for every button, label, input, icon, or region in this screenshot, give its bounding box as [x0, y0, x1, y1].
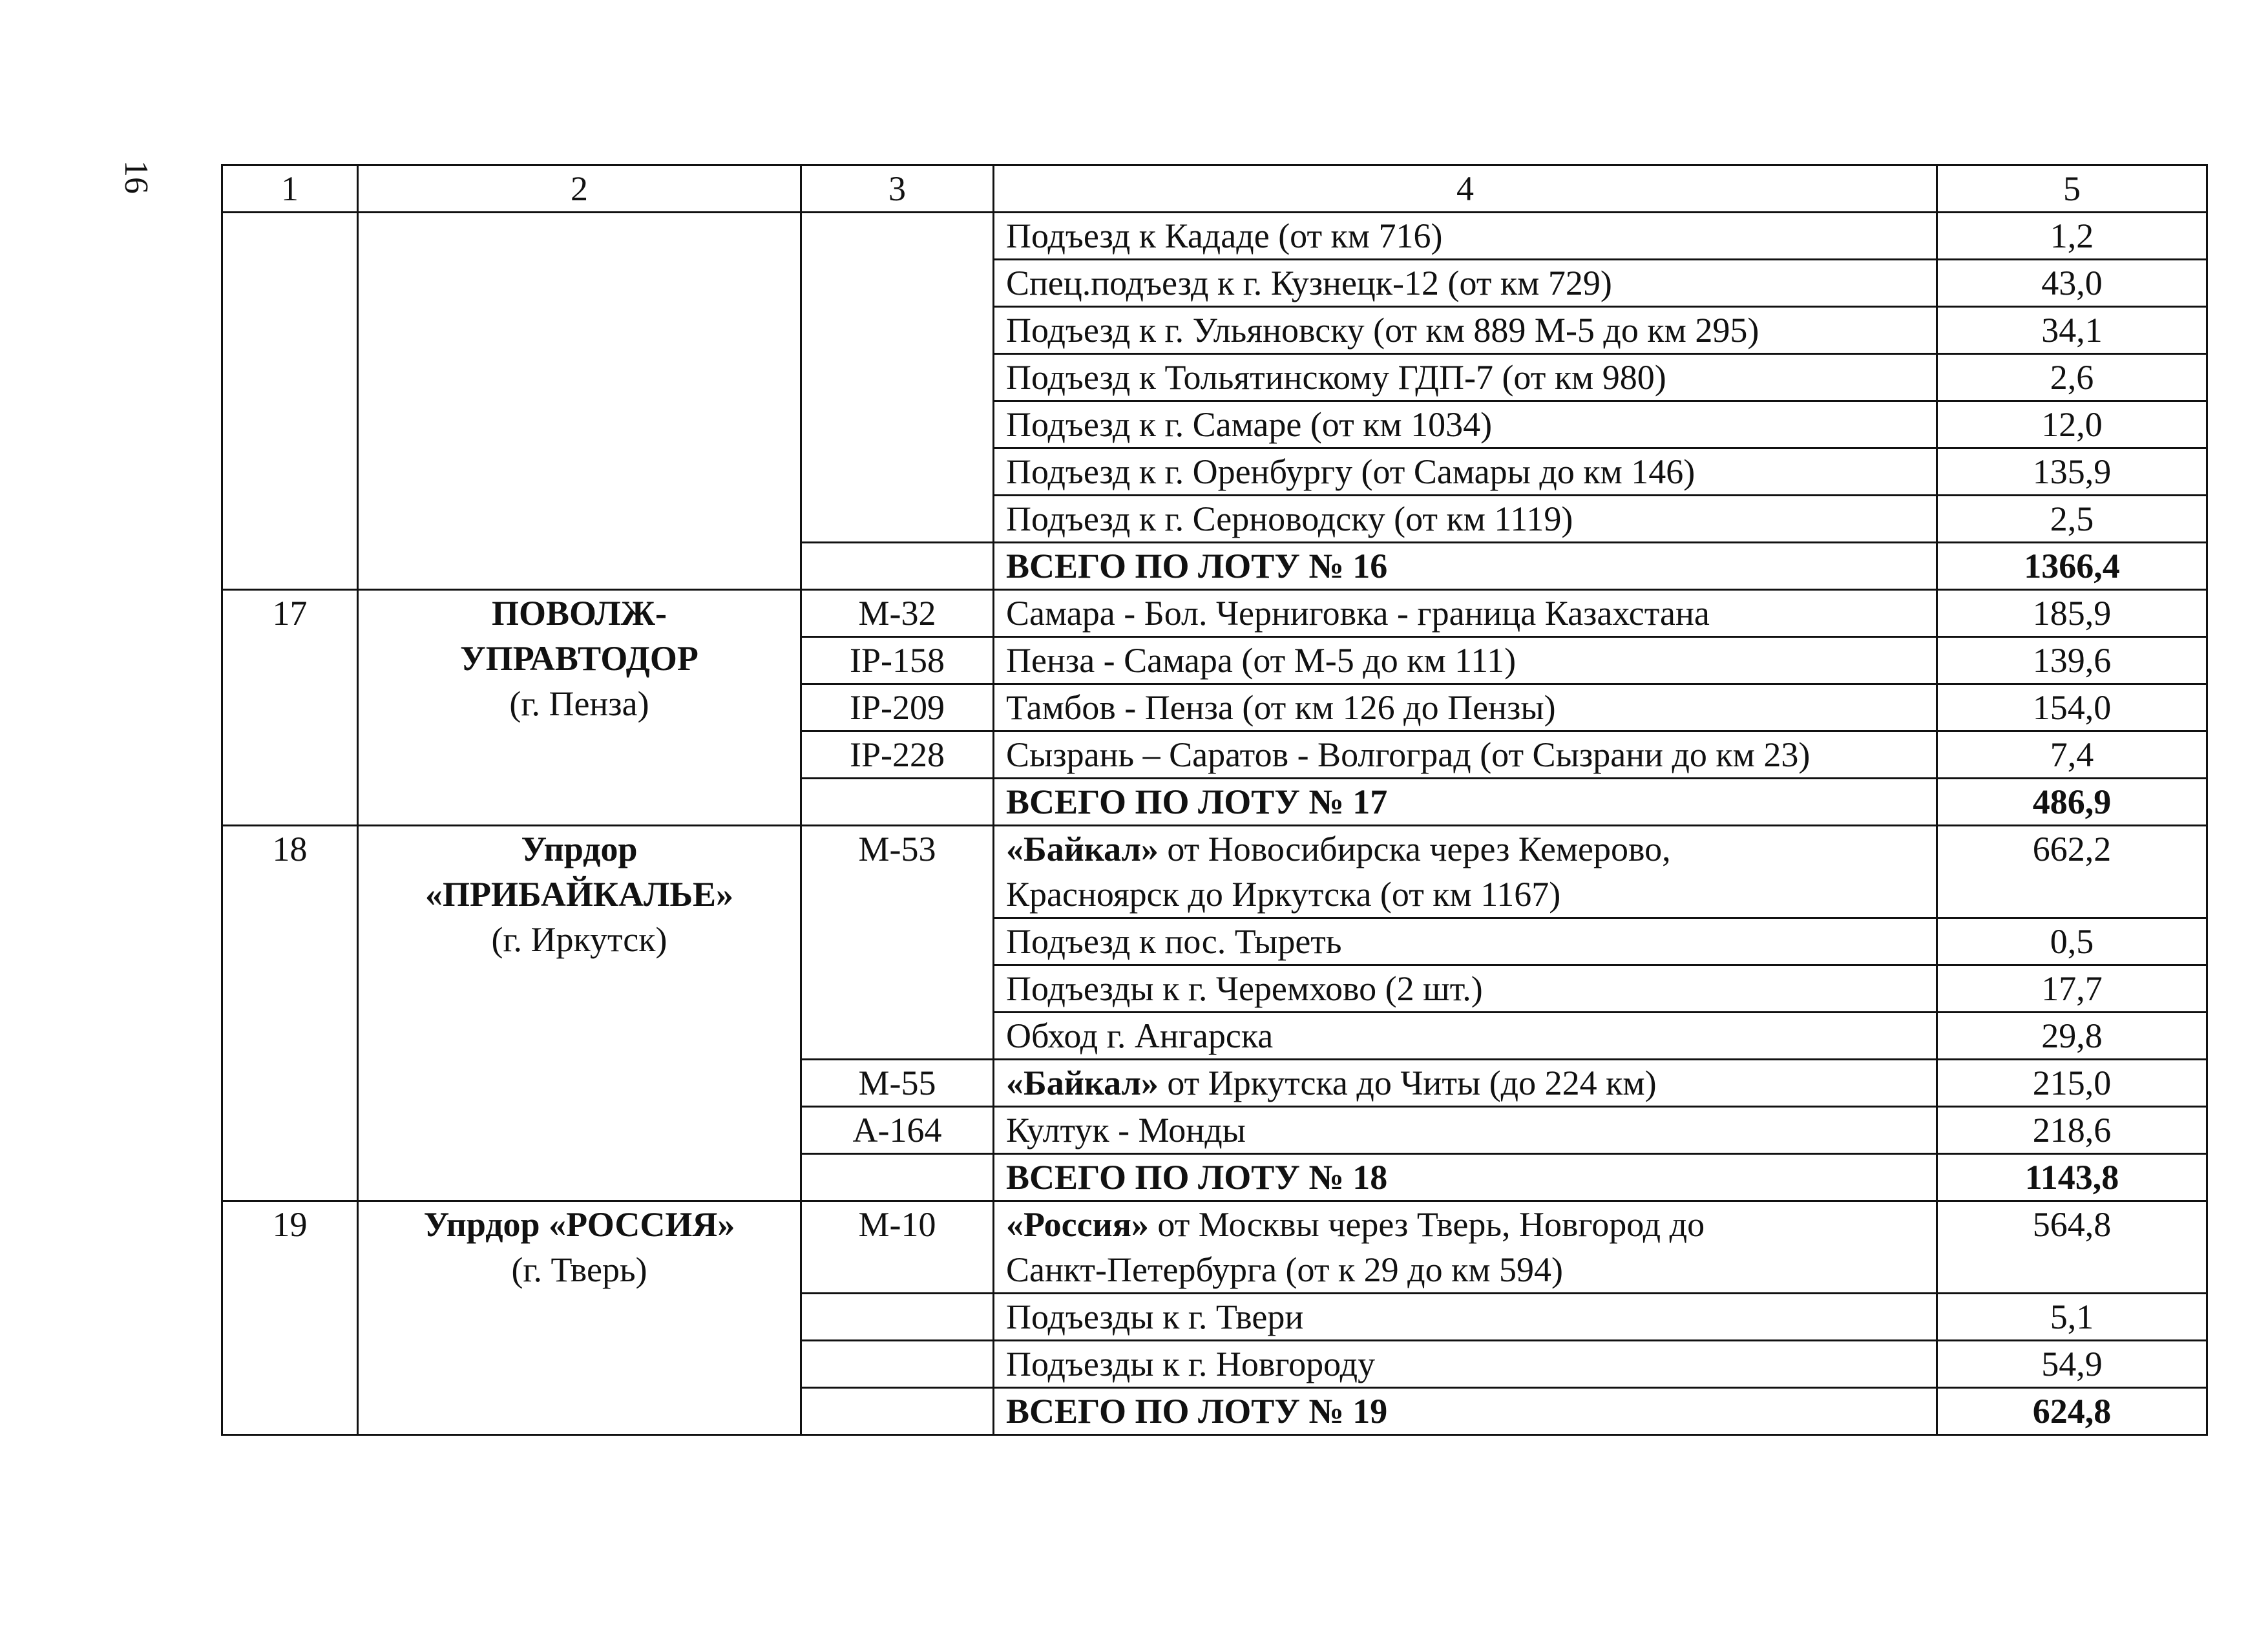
road-length: 218,6 — [1937, 1107, 2207, 1154]
road-description — [994, 1201, 1937, 1294]
lot-total-length: 624,8 — [1937, 1388, 2207, 1435]
road-code: М-53 — [801, 826, 994, 1060]
road-description: Подъезды к г. Новгороду — [994, 1341, 1937, 1388]
road-description: Подъезд к г. Серноводску (от км 1119) — [994, 496, 1937, 543]
road-code-cell — [801, 543, 994, 590]
road-code: А-164 — [801, 1107, 994, 1154]
org-cell — [358, 826, 801, 1201]
road-code-cell — [801, 1388, 994, 1435]
road-route: от Москвы через Тверь, Новгород до — [1148, 1205, 1705, 1244]
road-description: Подъезд к пос. Тыреть — [994, 918, 1937, 965]
road-name: «Россия» — [1006, 1205, 1149, 1244]
lot-total-label: ВСЕГО ПО ЛОТУ № 18 — [994, 1154, 1937, 1201]
road-length: 215,0 — [1937, 1060, 2207, 1107]
org-city: (г. Тверь) — [511, 1250, 647, 1289]
road-length: 0,5 — [1937, 918, 2207, 965]
org-city: (г. Иркутск) — [491, 920, 667, 959]
road-description: Култук - Монды — [994, 1107, 1937, 1154]
road-route-line2: Красноярск до Иркутска (от км 1167) — [1006, 875, 1561, 914]
org-cell — [358, 213, 801, 590]
road-length: 662,2 — [1937, 826, 2207, 918]
table-row — [222, 1201, 2207, 1294]
lot-total-label: ВСЕГО ПО ЛОТУ № 16 — [994, 543, 1937, 590]
road-description: Подъезд к Кададе (от км 716) — [994, 213, 1937, 260]
road-code: М-32 — [801, 590, 994, 637]
road-description — [994, 826, 1937, 918]
road-route: от Иркутска до Читы (до 224 км) — [1158, 1064, 1657, 1102]
road-code-cell — [801, 1154, 994, 1201]
table-row — [222, 826, 2207, 918]
road-description: Подъезд к Тольятинскому ГДП-7 (от км 980) — [994, 354, 1937, 401]
lot-total-length: 1143,8 — [1937, 1154, 2207, 1201]
road-length: 139,6 — [1937, 637, 2207, 684]
road-length: 2,6 — [1937, 354, 2207, 401]
table-row — [222, 590, 2207, 637]
road-description: Пенза - Самара (от М-5 до км 111) — [994, 637, 1937, 684]
road-description: Тамбов - Пенза (от км 126 до Пензы) — [994, 684, 1937, 731]
org-cell — [358, 590, 801, 826]
road-description: Подъезд к г. Ульяновску (от км 889 М-5 до км 295) — [994, 307, 1937, 354]
org-name-line: «ПРИБАЙКАЛЬЕ» — [425, 875, 734, 914]
road-route-line2: Санкт-Петербурга (от к 29 до км 594) — [1006, 1250, 1564, 1289]
page-number: 16 — [118, 160, 154, 194]
lot-total-label: ВСЕГО ПО ЛОТУ № 19 — [994, 1388, 1937, 1435]
road-description: Спец.подъезд к г. Кузнецк-12 (от км 729) — [994, 260, 1937, 307]
road-length: 185,9 — [1937, 590, 2207, 637]
org-city: (г. Пенза) — [509, 684, 649, 723]
road-code: IР-209 — [801, 684, 994, 731]
road-length: 54,9 — [1937, 1341, 2207, 1388]
lot-number: 18 — [222, 826, 358, 1201]
road-length: 2,5 — [1937, 496, 2207, 543]
road-description: Самара - Бол. Черниговка - граница Казахстана — [994, 590, 1937, 637]
header-row — [222, 165, 2207, 213]
road-name: «Байкал» — [1006, 830, 1159, 868]
org-name-line: УПРАВТОДОР — [460, 639, 698, 678]
header-col-4: 4 — [994, 165, 1937, 213]
org-name-line: Упрдор — [521, 830, 638, 868]
lot-number-cell — [222, 213, 358, 590]
road-description: Подъезд к г. Оренбургу (от Самары до км 146) — [994, 448, 1937, 496]
road-description: Подъезды к г. Черемхово (2 шт.) — [994, 965, 1937, 1013]
table-row — [222, 213, 2207, 260]
road-description: Обход г. Ангарска — [994, 1013, 1937, 1060]
road-description: Подъезды к г. Твери — [994, 1294, 1937, 1341]
road-code-cell — [801, 1341, 994, 1388]
header-col-3: 3 — [801, 165, 994, 213]
lot-total-length: 1366,4 — [1937, 543, 2207, 590]
road-length: 12,0 — [1937, 401, 2207, 448]
road-length: 564,8 — [1937, 1201, 2207, 1294]
lot-total-length: 486,9 — [1937, 779, 2207, 826]
road-length: 5,1 — [1937, 1294, 2207, 1341]
header-col-2: 2 — [358, 165, 801, 213]
lot-total-label: ВСЕГО ПО ЛОТУ № 17 — [994, 779, 1937, 826]
header-col-1: 1 — [222, 165, 358, 213]
road-code: М-55 — [801, 1060, 994, 1107]
road-description: Сызрань – Саратов - Волгоград (от Сызрани до км 23) — [994, 731, 1937, 779]
org-cell — [358, 1201, 801, 1435]
road-code-cell — [801, 213, 994, 543]
road-name: «Байкал» — [1006, 1064, 1159, 1102]
road-length: 17,7 — [1937, 965, 2207, 1013]
road-code-cell — [801, 779, 994, 826]
road-length: 135,9 — [1937, 448, 2207, 496]
lots-table — [221, 164, 2208, 1436]
road-description: Подъезд к г. Самаре (от км 1034) — [994, 401, 1937, 448]
road-length: 1,2 — [1937, 213, 2207, 260]
road-code: IР-228 — [801, 731, 994, 779]
road-length: 34,1 — [1937, 307, 2207, 354]
org-name-line: Упрдор «РОССИЯ» — [423, 1205, 735, 1244]
road-route: от Новосибирска через Кемерово, — [1158, 830, 1671, 868]
road-description — [994, 1060, 1937, 1107]
road-code-cell — [801, 1294, 994, 1341]
lot-number: 17 — [222, 590, 358, 826]
road-length: 43,0 — [1937, 260, 2207, 307]
road-code: IР-158 — [801, 637, 994, 684]
road-length: 154,0 — [1937, 684, 2207, 731]
road-code: М-10 — [801, 1201, 994, 1294]
header-col-5: 5 — [1937, 165, 2207, 213]
lot-number: 19 — [222, 1201, 358, 1435]
road-length: 7,4 — [1937, 731, 2207, 779]
road-length: 29,8 — [1937, 1013, 2207, 1060]
org-name-line: ПОВОЛЖ- — [492, 594, 667, 633]
